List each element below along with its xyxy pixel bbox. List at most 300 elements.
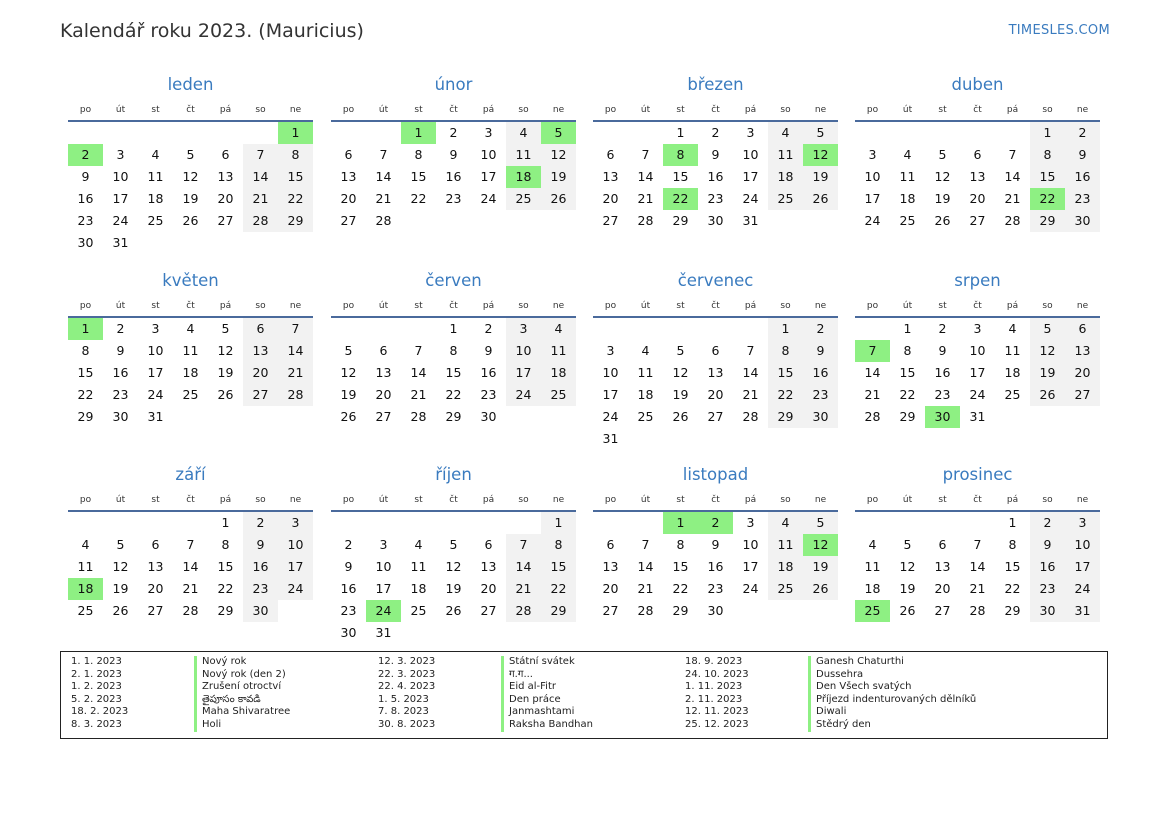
- day-cell[interactable]: 26: [445, 603, 462, 618]
- day-cell[interactable]: 30: [1030, 600, 1065, 622]
- day-cell[interactable]: 11: [899, 169, 916, 184]
- day-cell[interactable]: 17: [742, 169, 759, 184]
- day-cell[interactable]: 28: [637, 213, 654, 228]
- day-cell[interactable]: 11: [864, 559, 881, 574]
- day-cell[interactable]: 20: [480, 581, 497, 596]
- day-cell[interactable]: 19: [803, 556, 838, 578]
- day-cell[interactable]: 28: [864, 409, 881, 424]
- holiday-day-cell[interactable]: 18: [506, 166, 541, 188]
- day-cell[interactable]: 12: [934, 169, 951, 184]
- day-cell[interactable]: 16: [1065, 166, 1100, 188]
- day-cell[interactable]: 22: [541, 578, 576, 600]
- day-cell[interactable]: 11: [1004, 343, 1021, 358]
- day-cell[interactable]: 27: [375, 409, 392, 424]
- day-cell[interactable]: 27: [217, 213, 234, 228]
- day-cell[interactable]: 5: [803, 122, 838, 144]
- day-cell[interactable]: 7: [278, 318, 313, 340]
- day-cell[interactable]: 8: [768, 340, 803, 362]
- day-cell[interactable]: 14: [742, 365, 759, 380]
- day-cell[interactable]: 6: [379, 343, 388, 358]
- day-cell[interactable]: 16: [934, 365, 951, 380]
- day-cell[interactable]: 19: [899, 581, 916, 596]
- day-cell[interactable]: 15: [445, 365, 462, 380]
- day-cell[interactable]: 13: [243, 340, 278, 362]
- day-cell[interactable]: 30: [243, 600, 278, 622]
- day-cell[interactable]: 4: [1008, 321, 1017, 336]
- day-cell[interactable]: 28: [506, 600, 541, 622]
- day-cell[interactable]: 31: [1065, 600, 1100, 622]
- day-cell[interactable]: 27: [1065, 384, 1100, 406]
- day-cell[interactable]: 19: [217, 365, 234, 380]
- day-cell[interactable]: 11: [637, 365, 654, 380]
- day-cell[interactable]: 24: [742, 581, 759, 596]
- day-cell[interactable]: 6: [711, 343, 720, 358]
- day-cell[interactable]: 10: [112, 169, 129, 184]
- day-cell[interactable]: 29: [768, 406, 803, 428]
- holiday-day-cell[interactable]: 1: [663, 512, 698, 534]
- day-cell[interactable]: 21: [410, 387, 427, 402]
- holiday-day-cell[interactable]: 12: [803, 534, 838, 556]
- day-cell[interactable]: 12: [1030, 340, 1065, 362]
- day-cell[interactable]: 8: [676, 537, 685, 552]
- day-cell[interactable]: 18: [147, 191, 164, 206]
- day-cell[interactable]: 15: [672, 169, 689, 184]
- day-cell[interactable]: 17: [742, 559, 759, 574]
- day-cell[interactable]: 14: [637, 559, 654, 574]
- day-cell[interactable]: 29: [278, 210, 313, 232]
- day-cell[interactable]: 3: [746, 515, 755, 530]
- day-cell[interactable]: 19: [340, 387, 357, 402]
- day-cell[interactable]: 15: [541, 556, 576, 578]
- day-cell[interactable]: 31: [375, 625, 392, 640]
- day-cell[interactable]: 12: [899, 559, 916, 574]
- day-cell[interactable]: 16: [803, 362, 838, 384]
- day-cell[interactable]: 6: [1065, 318, 1100, 340]
- holiday-day-cell[interactable]: 5: [541, 122, 576, 144]
- day-cell[interactable]: 22: [445, 387, 462, 402]
- day-cell[interactable]: 27: [707, 409, 724, 424]
- day-cell[interactable]: 4: [768, 512, 803, 534]
- day-cell[interactable]: 22: [410, 191, 427, 206]
- day-cell[interactable]: 13: [602, 169, 619, 184]
- day-cell[interactable]: 4: [641, 343, 650, 358]
- day-cell[interactable]: 29: [217, 603, 234, 618]
- day-cell[interactable]: 11: [410, 559, 427, 574]
- day-cell[interactable]: 18: [541, 362, 576, 384]
- day-cell[interactable]: 27: [147, 603, 164, 618]
- day-cell[interactable]: 9: [81, 169, 90, 184]
- day-cell[interactable]: 19: [1030, 362, 1065, 384]
- day-cell[interactable]: 31: [147, 409, 164, 424]
- day-cell[interactable]: 15: [278, 166, 313, 188]
- day-cell[interactable]: 16: [77, 191, 94, 206]
- day-cell[interactable]: 20: [147, 581, 164, 596]
- day-cell[interactable]: 29: [1030, 210, 1065, 232]
- day-cell[interactable]: 10: [375, 559, 392, 574]
- day-cell[interactable]: 10: [742, 147, 759, 162]
- day-cell[interactable]: 2: [803, 318, 838, 340]
- day-cell[interactable]: 24: [112, 213, 129, 228]
- day-cell[interactable]: 25: [899, 213, 916, 228]
- day-cell[interactable]: 14: [375, 169, 392, 184]
- day-cell[interactable]: 23: [77, 213, 94, 228]
- day-cell[interactable]: 18: [410, 581, 427, 596]
- day-cell[interactable]: 4: [506, 122, 541, 144]
- day-cell[interactable]: 26: [803, 188, 838, 210]
- day-cell[interactable]: 5: [803, 512, 838, 534]
- day-cell[interactable]: 3: [484, 125, 493, 140]
- day-cell[interactable]: 1: [221, 515, 230, 530]
- day-cell[interactable]: 26: [672, 409, 689, 424]
- day-cell[interactable]: 29: [899, 409, 916, 424]
- day-cell[interactable]: 2: [449, 125, 458, 140]
- day-cell[interactable]: 18: [182, 365, 199, 380]
- day-cell[interactable]: 6: [151, 537, 160, 552]
- day-cell[interactable]: 15: [217, 559, 234, 574]
- day-cell[interactable]: 23: [480, 387, 497, 402]
- day-cell[interactable]: 28: [742, 409, 759, 424]
- day-cell[interactable]: 23: [707, 581, 724, 596]
- day-cell[interactable]: 13: [707, 365, 724, 380]
- day-cell[interactable]: 24: [506, 384, 541, 406]
- day-cell[interactable]: 9: [116, 343, 125, 358]
- day-cell[interactable]: 20: [602, 581, 619, 596]
- day-cell[interactable]: 6: [938, 537, 947, 552]
- day-cell[interactable]: 8: [1008, 537, 1017, 552]
- site-link[interactable]: TIMESLES.COM: [1008, 23, 1110, 38]
- day-cell[interactable]: 21: [375, 191, 392, 206]
- day-cell[interactable]: 21: [637, 191, 654, 206]
- day-cell[interactable]: 19: [672, 387, 689, 402]
- day-cell[interactable]: 18: [1004, 365, 1021, 380]
- holiday-day-cell[interactable]: 7: [855, 340, 890, 362]
- day-cell[interactable]: 25: [768, 578, 803, 600]
- day-cell[interactable]: 24: [480, 191, 497, 206]
- day-cell[interactable]: 29: [672, 603, 689, 618]
- day-cell[interactable]: 26: [112, 603, 129, 618]
- day-cell[interactable]: 16: [243, 556, 278, 578]
- day-cell[interactable]: 4: [868, 537, 877, 552]
- day-cell[interactable]: 16: [480, 365, 497, 380]
- day-cell[interactable]: 10: [864, 169, 881, 184]
- day-cell[interactable]: 4: [81, 537, 90, 552]
- day-cell[interactable]: 6: [243, 318, 278, 340]
- day-cell[interactable]: 21: [1004, 191, 1021, 206]
- day-cell[interactable]: 30: [340, 625, 357, 640]
- day-cell[interactable]: 5: [938, 147, 947, 162]
- day-cell[interactable]: 25: [541, 384, 576, 406]
- day-cell[interactable]: 3: [973, 321, 982, 336]
- day-cell[interactable]: 26: [803, 578, 838, 600]
- day-cell[interactable]: 20: [340, 191, 357, 206]
- day-cell[interactable]: 22: [672, 581, 689, 596]
- day-cell[interactable]: 28: [969, 603, 986, 618]
- day-cell[interactable]: 13: [934, 559, 951, 574]
- day-cell[interactable]: 27: [480, 603, 497, 618]
- day-cell[interactable]: 25: [410, 603, 427, 618]
- day-cell[interactable]: 16: [707, 169, 724, 184]
- holiday-day-cell[interactable]: 22: [1030, 188, 1065, 210]
- day-cell[interactable]: 14: [278, 340, 313, 362]
- day-cell[interactable]: 1: [1008, 515, 1017, 530]
- day-cell[interactable]: 7: [379, 147, 388, 162]
- day-cell[interactable]: 9: [344, 559, 353, 574]
- day-cell[interactable]: 28: [410, 409, 427, 424]
- day-cell[interactable]: 3: [868, 147, 877, 162]
- day-cell[interactable]: 4: [414, 537, 423, 552]
- day-cell[interactable]: 27: [602, 603, 619, 618]
- day-cell[interactable]: 3: [746, 125, 755, 140]
- day-cell[interactable]: 13: [375, 365, 392, 380]
- day-cell[interactable]: 20: [707, 387, 724, 402]
- day-cell[interactable]: 30: [1065, 210, 1100, 232]
- day-cell[interactable]: 14: [637, 169, 654, 184]
- day-cell[interactable]: 29: [672, 213, 689, 228]
- day-cell[interactable]: 3: [1065, 512, 1100, 534]
- day-cell[interactable]: 1: [676, 125, 685, 140]
- day-cell[interactable]: 8: [449, 343, 458, 358]
- day-cell[interactable]: 9: [711, 147, 720, 162]
- day-cell[interactable]: 20: [934, 581, 951, 596]
- day-cell[interactable]: 12: [445, 559, 462, 574]
- day-cell[interactable]: 4: [903, 147, 912, 162]
- day-cell[interactable]: 26: [541, 188, 576, 210]
- day-cell[interactable]: 19: [182, 191, 199, 206]
- day-cell[interactable]: 21: [969, 581, 986, 596]
- day-cell[interactable]: 27: [602, 213, 619, 228]
- day-cell[interactable]: 13: [147, 559, 164, 574]
- day-cell[interactable]: 10: [278, 534, 313, 556]
- day-cell[interactable]: 30: [803, 406, 838, 428]
- day-cell[interactable]: 29: [445, 409, 462, 424]
- day-cell[interactable]: 6: [344, 147, 353, 162]
- day-cell[interactable]: 10: [480, 147, 497, 162]
- holiday-day-cell[interactable]: 1: [401, 122, 436, 144]
- day-cell[interactable]: 14: [1004, 169, 1021, 184]
- day-cell[interactable]: 2: [116, 321, 125, 336]
- day-cell[interactable]: 20: [969, 191, 986, 206]
- day-cell[interactable]: 24: [1065, 578, 1100, 600]
- day-cell[interactable]: 13: [217, 169, 234, 184]
- day-cell[interactable]: 27: [340, 213, 357, 228]
- day-cell[interactable]: 22: [899, 387, 916, 402]
- day-cell[interactable]: 28: [278, 384, 313, 406]
- day-cell[interactable]: 30: [480, 409, 497, 424]
- day-cell[interactable]: 31: [969, 409, 986, 424]
- day-cell[interactable]: 8: [414, 147, 423, 162]
- day-cell[interactable]: 3: [606, 343, 615, 358]
- day-cell[interactable]: 15: [410, 169, 427, 184]
- day-cell[interactable]: 18: [768, 556, 803, 578]
- day-cell[interactable]: 13: [340, 169, 357, 184]
- day-cell[interactable]: 9: [243, 534, 278, 556]
- day-cell[interactable]: 8: [541, 534, 576, 556]
- day-cell[interactable]: 26: [217, 387, 234, 402]
- day-cell[interactable]: 7: [243, 144, 278, 166]
- day-cell[interactable]: 15: [1030, 166, 1065, 188]
- day-cell[interactable]: 16: [445, 169, 462, 184]
- day-cell[interactable]: 21: [506, 578, 541, 600]
- day-cell[interactable]: 3: [116, 147, 125, 162]
- day-cell[interactable]: 12: [112, 559, 129, 574]
- day-cell[interactable]: 4: [541, 318, 576, 340]
- day-cell[interactable]: 22: [77, 387, 94, 402]
- day-cell[interactable]: 25: [1004, 387, 1021, 402]
- day-cell[interactable]: 31: [602, 431, 619, 446]
- day-cell[interactable]: 5: [221, 321, 230, 336]
- day-cell[interactable]: 12: [217, 343, 234, 358]
- day-cell[interactable]: 10: [742, 537, 759, 552]
- day-cell[interactable]: 13: [969, 169, 986, 184]
- day-cell[interactable]: 28: [243, 210, 278, 232]
- day-cell[interactable]: 9: [484, 343, 493, 358]
- day-cell[interactable]: 1: [903, 321, 912, 336]
- day-cell[interactable]: 22: [278, 188, 313, 210]
- holiday-day-cell[interactable]: 22: [663, 188, 698, 210]
- day-cell[interactable]: 30: [112, 409, 129, 424]
- day-cell[interactable]: 5: [186, 147, 195, 162]
- day-cell[interactable]: 17: [278, 556, 313, 578]
- day-cell[interactable]: 15: [768, 362, 803, 384]
- day-cell[interactable]: 14: [410, 365, 427, 380]
- day-cell[interactable]: 17: [864, 191, 881, 206]
- day-cell[interactable]: 23: [340, 603, 357, 618]
- day-cell[interactable]: 7: [1008, 147, 1017, 162]
- day-cell[interactable]: 5: [344, 343, 353, 358]
- day-cell[interactable]: 24: [864, 213, 881, 228]
- day-cell[interactable]: 13: [480, 559, 497, 574]
- day-cell[interactable]: 20: [217, 191, 234, 206]
- day-cell[interactable]: 19: [934, 191, 951, 206]
- day-cell[interactable]: 1: [541, 512, 576, 534]
- day-cell[interactable]: 29: [1004, 603, 1021, 618]
- day-cell[interactable]: 5: [449, 537, 458, 552]
- day-cell[interactable]: 27: [934, 603, 951, 618]
- day-cell[interactable]: 8: [1030, 144, 1065, 166]
- day-cell[interactable]: 8: [278, 144, 313, 166]
- holiday-day-cell[interactable]: 1: [68, 318, 103, 340]
- day-cell[interactable]: 25: [182, 387, 199, 402]
- day-cell[interactable]: 13: [1065, 340, 1100, 362]
- day-cell[interactable]: 16: [707, 559, 724, 574]
- day-cell[interactable]: 28: [1004, 213, 1021, 228]
- day-cell[interactable]: 7: [746, 343, 755, 358]
- day-cell[interactable]: 15: [672, 559, 689, 574]
- day-cell[interactable]: 22: [1004, 581, 1021, 596]
- day-cell[interactable]: 20: [602, 191, 619, 206]
- day-cell[interactable]: 9: [803, 340, 838, 362]
- day-cell[interactable]: 17: [147, 365, 164, 380]
- day-cell[interactable]: 7: [506, 534, 541, 556]
- day-cell[interactable]: 10: [602, 365, 619, 380]
- day-cell[interactable]: 6: [606, 147, 615, 162]
- day-cell[interactable]: 26: [182, 213, 199, 228]
- holiday-day-cell[interactable]: 30: [925, 406, 960, 428]
- day-cell[interactable]: 23: [112, 387, 129, 402]
- day-cell[interactable]: 5: [1030, 318, 1065, 340]
- day-cell[interactable]: 8: [81, 343, 90, 358]
- day-cell[interactable]: 18: [637, 387, 654, 402]
- day-cell[interactable]: 27: [969, 213, 986, 228]
- day-cell[interactable]: 19: [445, 581, 462, 596]
- day-cell[interactable]: 14: [864, 365, 881, 380]
- day-cell[interactable]: 18: [899, 191, 916, 206]
- day-cell[interactable]: 27: [243, 384, 278, 406]
- day-cell[interactable]: 25: [637, 409, 654, 424]
- day-cell[interactable]: 7: [641, 147, 650, 162]
- day-cell[interactable]: 12: [672, 365, 689, 380]
- day-cell[interactable]: 23: [1065, 188, 1100, 210]
- day-cell[interactable]: 7: [641, 537, 650, 552]
- day-cell[interactable]: 11: [182, 343, 199, 358]
- day-cell[interactable]: 7: [414, 343, 423, 358]
- day-cell[interactable]: 23: [243, 578, 278, 600]
- day-cell[interactable]: 17: [112, 191, 129, 206]
- day-cell[interactable]: 4: [768, 122, 803, 144]
- day-cell[interactable]: 3: [379, 537, 388, 552]
- day-cell[interactable]: 10: [147, 343, 164, 358]
- day-cell[interactable]: 23: [445, 191, 462, 206]
- day-cell[interactable]: 11: [768, 144, 803, 166]
- day-cell[interactable]: 16: [112, 365, 129, 380]
- day-cell[interactable]: 21: [864, 387, 881, 402]
- day-cell[interactable]: 24: [602, 409, 619, 424]
- day-cell[interactable]: 2: [711, 125, 720, 140]
- day-cell[interactable]: 17: [480, 169, 497, 184]
- day-cell[interactable]: 8: [221, 537, 230, 552]
- day-cell[interactable]: 17: [1065, 556, 1100, 578]
- day-cell[interactable]: 11: [768, 534, 803, 556]
- holiday-day-cell[interactable]: 12: [803, 144, 838, 166]
- day-cell[interactable]: 15: [77, 365, 94, 380]
- day-cell[interactable]: 31: [742, 213, 759, 228]
- day-cell[interactable]: 9: [938, 343, 947, 358]
- day-cell[interactable]: 26: [934, 213, 951, 228]
- day-cell[interactable]: 14: [506, 556, 541, 578]
- day-cell[interactable]: 3: [506, 318, 541, 340]
- day-cell[interactable]: 31: [112, 235, 129, 250]
- day-cell[interactable]: 16: [1030, 556, 1065, 578]
- day-cell[interactable]: 28: [182, 603, 199, 618]
- day-cell[interactable]: 11: [77, 559, 94, 574]
- day-cell[interactable]: 19: [541, 166, 576, 188]
- day-cell[interactable]: 17: [375, 581, 392, 596]
- day-cell[interactable]: 25: [77, 603, 94, 618]
- day-cell[interactable]: 14: [243, 166, 278, 188]
- day-cell[interactable]: 21: [182, 581, 199, 596]
- day-cell[interactable]: 10: [506, 340, 541, 362]
- day-cell[interactable]: 29: [77, 409, 94, 424]
- day-cell[interactable]: 16: [340, 581, 357, 596]
- holiday-day-cell[interactable]: 2: [698, 512, 733, 534]
- day-cell[interactable]: 7: [186, 537, 195, 552]
- day-cell[interactable]: 11: [541, 340, 576, 362]
- day-cell[interactable]: 3: [151, 321, 160, 336]
- day-cell[interactable]: 23: [803, 384, 838, 406]
- day-cell[interactable]: 30: [77, 235, 94, 250]
- day-cell[interactable]: 11: [506, 144, 541, 166]
- day-cell[interactable]: 5: [903, 537, 912, 552]
- day-cell[interactable]: 28: [637, 603, 654, 618]
- day-cell[interactable]: 23: [1030, 578, 1065, 600]
- day-cell[interactable]: 28: [375, 213, 392, 228]
- day-cell[interactable]: 17: [506, 362, 541, 384]
- day-cell[interactable]: 14: [182, 559, 199, 574]
- day-cell[interactable]: 24: [969, 387, 986, 402]
- day-cell[interactable]: 19: [112, 581, 129, 596]
- day-cell[interactable]: 15: [1004, 559, 1021, 574]
- day-cell[interactable]: 26: [340, 409, 357, 424]
